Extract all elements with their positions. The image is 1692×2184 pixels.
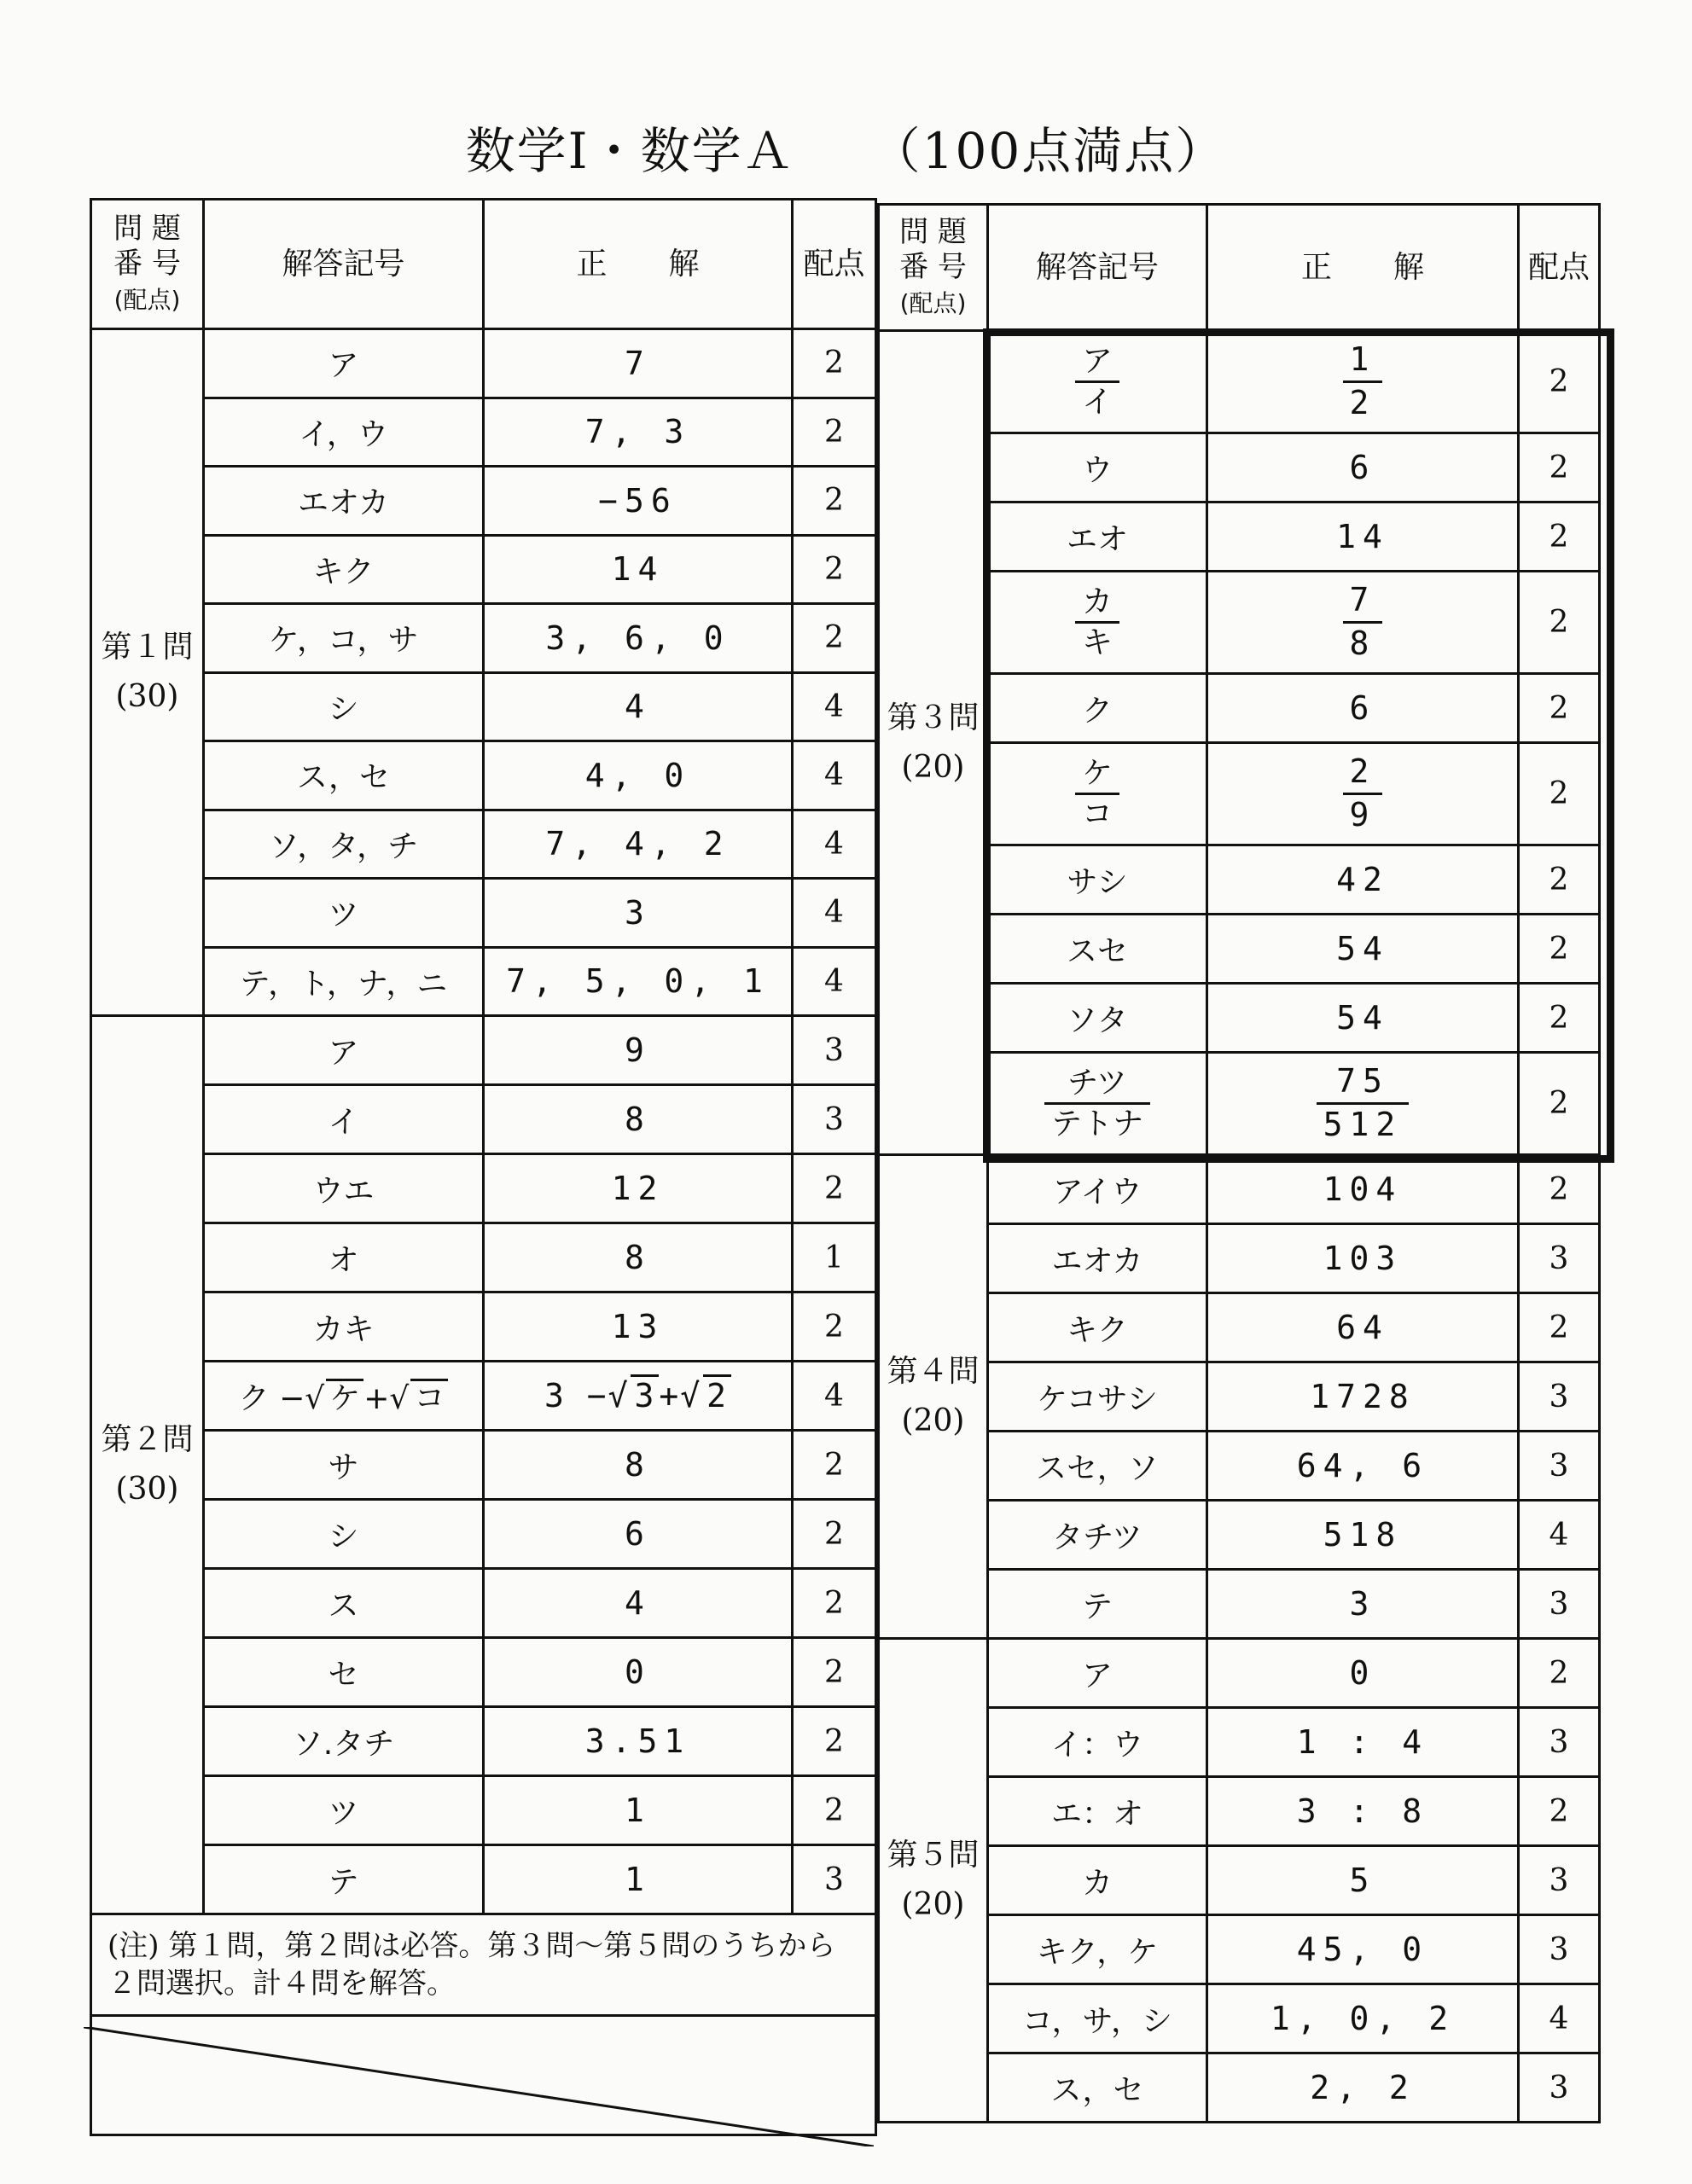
points-value: 4 bbox=[793, 672, 876, 741]
points-value: 2 bbox=[793, 1431, 876, 1500]
correct-answer: 6 bbox=[1207, 433, 1519, 502]
answer-symbol: テ bbox=[204, 1845, 484, 1914]
symbol-radicand: ケ bbox=[326, 1379, 363, 1416]
answer-symbol: ケコサシ bbox=[988, 1362, 1207, 1432]
correct-answer: 3 −√ 3 +√ 2 bbox=[484, 1362, 793, 1431]
correct-answer: 3 bbox=[484, 879, 793, 948]
answer-symbol: イ：ウ bbox=[988, 1708, 1207, 1777]
answer-part: 3 − bbox=[544, 1377, 608, 1414]
left-answer-table bbox=[90, 198, 877, 2136]
symbol-fraction bbox=[1044, 1066, 1150, 1142]
diagonal-strike-line bbox=[84, 2027, 874, 2146]
table-row bbox=[91, 1431, 876, 1500]
points-value: 2 bbox=[793, 467, 876, 536]
points-value: 3 bbox=[1519, 1915, 1600, 1984]
symbol-fraction-denominator: キ bbox=[1081, 625, 1113, 660]
points-value: 2 bbox=[1519, 1777, 1600, 1846]
answer-symbol: ス，セ bbox=[988, 2053, 1207, 2123]
answer-symbol: ク bbox=[988, 674, 1207, 743]
correct-answer: 64, 6 bbox=[1207, 1432, 1519, 1501]
table-row bbox=[91, 1707, 876, 1776]
symbol-fraction-numerator: ア bbox=[1075, 344, 1119, 383]
points-value: 3 bbox=[1519, 2053, 1600, 2123]
points-value: 2 bbox=[1519, 1639, 1600, 1708]
correct-answer bbox=[1207, 331, 1519, 433]
symbol-fraction bbox=[1075, 344, 1119, 421]
answer-radicand: 2 bbox=[703, 1374, 731, 1414]
table-row bbox=[879, 1639, 1600, 1708]
table-row bbox=[91, 1362, 876, 1431]
answer-fraction-numerator: 1 bbox=[1343, 341, 1383, 383]
table-row bbox=[91, 947, 876, 1016]
correct-answer: 9 bbox=[484, 1016, 793, 1085]
answer-symbol bbox=[988, 331, 1207, 433]
answer-symbol: タチツ bbox=[988, 1501, 1207, 1570]
answer-symbol: ソタ bbox=[988, 984, 1207, 1053]
table-row bbox=[91, 1016, 876, 1085]
table-row bbox=[91, 672, 876, 741]
correct-answer: 0 bbox=[484, 1638, 793, 1707]
correct-answer: 1728 bbox=[1207, 1362, 1519, 1432]
correct-answer: 6 bbox=[1207, 674, 1519, 743]
answer-symbol: ウ bbox=[988, 433, 1207, 502]
points-value: 2 bbox=[793, 1154, 876, 1223]
title-main: 数学Ⅰ・数学Ａ bbox=[465, 122, 794, 180]
correct-answer: 3 : 8 bbox=[1207, 1777, 1519, 1846]
correct-answer: 4 bbox=[484, 1569, 793, 1638]
points-value: 2 bbox=[793, 1500, 876, 1569]
correct-answer: 7 bbox=[484, 329, 793, 398]
points-value: 2 bbox=[793, 1569, 876, 1638]
correct-answer: 7, 3 bbox=[484, 398, 793, 467]
table-row bbox=[879, 1155, 1600, 1224]
symbol-fraction-denominator: コ bbox=[1081, 797, 1113, 832]
q2-score: (30) bbox=[115, 1472, 179, 1507]
points-value: 2 bbox=[793, 535, 876, 604]
table-row bbox=[91, 1292, 876, 1362]
q3-score: (20) bbox=[901, 749, 965, 785]
answer-symbol: イ，ウ bbox=[204, 398, 484, 467]
table-row bbox=[91, 879, 876, 948]
correct-answer: 5 bbox=[1207, 1846, 1519, 1915]
points-value: 4 bbox=[793, 879, 876, 948]
answer-symbol: スセ bbox=[988, 915, 1207, 984]
answer-symbol-header: 解答記号 bbox=[204, 200, 484, 329]
table-row bbox=[91, 1569, 876, 1638]
points-value: 4 bbox=[793, 810, 876, 879]
answer-fraction bbox=[1343, 753, 1383, 834]
answer-symbol: アイウ bbox=[988, 1155, 1207, 1224]
question-number-header: 問 題 番 号 (配点) bbox=[91, 200, 204, 329]
symbol-fraction-numerator: カ bbox=[1075, 584, 1119, 624]
answer-symbol: ソ.タチ bbox=[204, 1707, 484, 1776]
answer-symbol: シ bbox=[204, 672, 484, 741]
answer-symbol: サシ bbox=[988, 845, 1207, 915]
correct-answer: 1 bbox=[484, 1776, 793, 1845]
table-row bbox=[91, 810, 876, 879]
correct-answer: 3 bbox=[1207, 1570, 1519, 1639]
table-row bbox=[91, 329, 876, 398]
answer-symbol: カキ bbox=[204, 1292, 484, 1362]
q3-label-cell bbox=[879, 331, 988, 1155]
page-title bbox=[0, 111, 1692, 183]
correct-answer: 6 bbox=[484, 1500, 793, 1569]
answer-radicand: 3 bbox=[631, 1374, 659, 1414]
correct-answer: 4 bbox=[484, 672, 793, 741]
points-value: 2 bbox=[793, 604, 876, 673]
points-value: 4 bbox=[793, 947, 876, 1016]
correct-answer: 3.51 bbox=[484, 1707, 793, 1776]
points-value: 2 bbox=[793, 398, 876, 467]
answer-symbol bbox=[988, 572, 1207, 674]
q5-score: (20) bbox=[901, 1887, 965, 1922]
points-value: 2 bbox=[793, 329, 876, 398]
table-row bbox=[91, 1845, 876, 1914]
points-value: 2 bbox=[1519, 915, 1600, 984]
answer-symbol: テ bbox=[988, 1570, 1207, 1639]
points-value: 2 bbox=[1519, 572, 1600, 674]
points-value: 3 bbox=[1519, 1432, 1600, 1501]
correct-answer: 2, 2 bbox=[1207, 2053, 1519, 2123]
points-value: 3 bbox=[1519, 1570, 1600, 1639]
points-header-right: 配点 bbox=[1519, 205, 1600, 331]
symbol-fraction-numerator: チツ bbox=[1044, 1066, 1150, 1105]
correct-answer: 8 bbox=[484, 1085, 793, 1154]
points-header: 配点 bbox=[793, 200, 876, 329]
points-value: 2 bbox=[1519, 984, 1600, 1053]
answer-fraction-denominator: 8 bbox=[1349, 624, 1376, 662]
symbol-part: + bbox=[363, 1380, 390, 1416]
table-row bbox=[879, 331, 1600, 433]
symbol-part: ク − bbox=[238, 1380, 305, 1416]
points-value: 2 bbox=[793, 1292, 876, 1362]
answer-symbol bbox=[988, 1053, 1207, 1155]
correct-answer: 4, 0 bbox=[484, 741, 793, 810]
points-value: 3 bbox=[1519, 1846, 1600, 1915]
points-value: 2 bbox=[793, 1707, 876, 1776]
symbol-fraction-denominator: テトナ bbox=[1050, 1107, 1143, 1141]
points-value: 2 bbox=[1519, 845, 1600, 915]
table-row bbox=[91, 1776, 876, 1845]
points-value: 2 bbox=[1519, 1155, 1600, 1224]
answer-symbol: ス bbox=[204, 1569, 484, 1638]
points-value: 2 bbox=[793, 1638, 876, 1707]
answer-symbol: スセ，ソ bbox=[988, 1432, 1207, 1501]
answer-symbol: エオ bbox=[988, 502, 1207, 572]
answer-symbol bbox=[988, 743, 1207, 845]
points-value: 2 bbox=[1519, 674, 1600, 743]
correct-answer: 42 bbox=[1207, 845, 1519, 915]
q4-score: (20) bbox=[901, 1403, 965, 1438]
question-number-header-right: 問 題 番 号 (配点) bbox=[879, 205, 988, 331]
points-value: 2 bbox=[1519, 433, 1600, 502]
table-row bbox=[91, 1085, 876, 1154]
symbol-fraction bbox=[1075, 584, 1119, 661]
answer-symbol: テ，ト，ナ，ニ bbox=[204, 947, 484, 1016]
points-value: 4 bbox=[1519, 1501, 1600, 1570]
table-row bbox=[91, 1638, 876, 1707]
answer-symbol: ツ bbox=[204, 1776, 484, 1845]
symbol-fraction-denominator: イ bbox=[1081, 385, 1113, 420]
correct-answer: 104 bbox=[1207, 1155, 1519, 1224]
correct-answer: 13 bbox=[484, 1292, 793, 1362]
table-row bbox=[91, 398, 876, 467]
answer-symbol: シ bbox=[204, 1500, 484, 1569]
answer-symbol: ア bbox=[204, 1016, 484, 1085]
answer-symbol: ス，セ bbox=[204, 741, 484, 810]
answer-fraction-numerator: 75 bbox=[1317, 1063, 1410, 1105]
answer-fraction-numerator: 2 bbox=[1343, 753, 1383, 795]
correct-answer bbox=[1207, 743, 1519, 845]
table-row bbox=[91, 604, 876, 673]
table-row bbox=[91, 535, 876, 604]
points-value: 3 bbox=[1519, 1224, 1600, 1293]
table-row bbox=[91, 1500, 876, 1569]
answer-fraction-numerator: 7 bbox=[1343, 582, 1383, 624]
answer-fraction-denominator: 2 bbox=[1349, 384, 1376, 421]
points-value: 4 bbox=[793, 741, 876, 810]
correct-answer: 0 bbox=[1207, 1639, 1519, 1708]
correct-answer: 45, 0 bbox=[1207, 1915, 1519, 1984]
points-value: 2 bbox=[1519, 502, 1600, 572]
correct-answer: 14 bbox=[484, 535, 793, 604]
correct-answer: −56 bbox=[484, 467, 793, 536]
answer-symbol: ア bbox=[204, 329, 484, 398]
points-value: 3 bbox=[1519, 1708, 1600, 1777]
correct-answer: 7, 5, 0, 1 bbox=[484, 947, 793, 1016]
points-value: 2 bbox=[1519, 1293, 1600, 1362]
q1-label-cell bbox=[91, 329, 204, 1016]
answer-part: + bbox=[659, 1377, 681, 1414]
correct-answer-header-right: 正 解 bbox=[1207, 205, 1519, 331]
answer-fraction bbox=[1317, 1063, 1410, 1143]
correct-answer: 54 bbox=[1207, 915, 1519, 984]
answer-symbol: ソ，タ，チ bbox=[204, 810, 484, 879]
title-score-note: （100点満点） bbox=[870, 122, 1227, 180]
correct-answer: 103 bbox=[1207, 1224, 1519, 1293]
points-value: 4 bbox=[1519, 1984, 1600, 2053]
points-value: 4 bbox=[793, 1362, 876, 1431]
answer-symbol: キク，ケ bbox=[988, 1915, 1207, 1984]
q5-label-cell bbox=[879, 1639, 988, 2123]
correct-answer: 1, 0, 2 bbox=[1207, 1984, 1519, 2053]
table-row bbox=[91, 741, 876, 810]
q3-label: 第３問 bbox=[887, 700, 980, 735]
correct-answer: 54 bbox=[1207, 984, 1519, 1053]
points-value: 3 bbox=[1519, 1362, 1600, 1432]
answer-symbol: カ bbox=[988, 1846, 1207, 1915]
correct-answer: 64 bbox=[1207, 1293, 1519, 1362]
correct-answer bbox=[1207, 1053, 1519, 1155]
table-row bbox=[91, 1154, 876, 1223]
q2-label-cell bbox=[91, 1016, 204, 1914]
table-row bbox=[91, 1223, 876, 1292]
symbol-radicand: コ bbox=[410, 1379, 448, 1416]
correct-answer bbox=[1207, 572, 1519, 674]
answer-symbol-header-right: 解答記号 bbox=[988, 205, 1207, 331]
correct-answer: 12 bbox=[484, 1154, 793, 1223]
correct-answer: 518 bbox=[1207, 1501, 1519, 1570]
q1-score: (30) bbox=[115, 679, 179, 714]
answer-symbol: エオカ bbox=[204, 467, 484, 536]
answer-symbol: エオカ bbox=[988, 1224, 1207, 1293]
correct-answer: 8 bbox=[484, 1223, 793, 1292]
answer-symbol: コ，サ，シ bbox=[988, 1984, 1207, 2053]
points-value: 3 bbox=[793, 1016, 876, 1085]
q1-label: 第１問 bbox=[101, 630, 194, 665]
selection-note: (注) 第１問，第２問は必答。第３問〜第５問のうちから２問選択。計４問を解答。 bbox=[91, 1914, 876, 2016]
symbol-fraction-numerator: ケ bbox=[1075, 756, 1119, 795]
points-value: 2 bbox=[1519, 1053, 1600, 1155]
correct-answer: 14 bbox=[1207, 502, 1519, 572]
points-value: 2 bbox=[1519, 331, 1600, 433]
answer-fraction-denominator: 512 bbox=[1323, 1106, 1403, 1143]
right-answer-table bbox=[877, 203, 1601, 2123]
answer-symbol: ケ，コ，サ bbox=[204, 604, 484, 673]
correct-answer: 3, 6, 0 bbox=[484, 604, 793, 673]
correct-answer-header: 正 解 bbox=[484, 200, 793, 329]
answer-symbol: オ bbox=[204, 1223, 484, 1292]
symbol-fraction bbox=[1075, 756, 1119, 833]
correct-answer: 8 bbox=[484, 1431, 793, 1500]
answer-fraction-denominator: 9 bbox=[1349, 796, 1376, 834]
q4-label: 第４問 bbox=[887, 1354, 980, 1390]
answer-symbol: ツ bbox=[204, 879, 484, 948]
correct-answer: 1 : 4 bbox=[1207, 1708, 1519, 1777]
correct-answer: 7, 4, 2 bbox=[484, 810, 793, 879]
q2-label: 第２問 bbox=[101, 1422, 194, 1458]
answer-symbol: キク bbox=[204, 535, 484, 604]
answer-fraction bbox=[1343, 582, 1383, 662]
answer-symbol: ウエ bbox=[204, 1154, 484, 1223]
answer-symbol: セ bbox=[204, 1638, 484, 1707]
answer-symbol: ア bbox=[988, 1639, 1207, 1708]
correct-answer: 1 bbox=[484, 1845, 793, 1914]
points-value: 2 bbox=[793, 1776, 876, 1845]
answer-symbol: エ：オ bbox=[988, 1777, 1207, 1846]
points-value: 1 bbox=[793, 1223, 876, 1292]
q5-label: 第５問 bbox=[887, 1838, 980, 1873]
points-value: 2 bbox=[1519, 743, 1600, 845]
table-row bbox=[91, 467, 876, 536]
answer-symbol: サ bbox=[204, 1431, 484, 1500]
answer-symbol: キク bbox=[988, 1293, 1207, 1362]
answer-symbol: イ bbox=[204, 1085, 484, 1154]
answer-symbol: ク −√ ケ +√ コ bbox=[204, 1362, 484, 1431]
answer-fraction bbox=[1343, 341, 1383, 421]
q4-label-cell bbox=[879, 1155, 988, 1639]
points-value: 3 bbox=[793, 1085, 876, 1154]
points-value: 3 bbox=[793, 1845, 876, 1914]
